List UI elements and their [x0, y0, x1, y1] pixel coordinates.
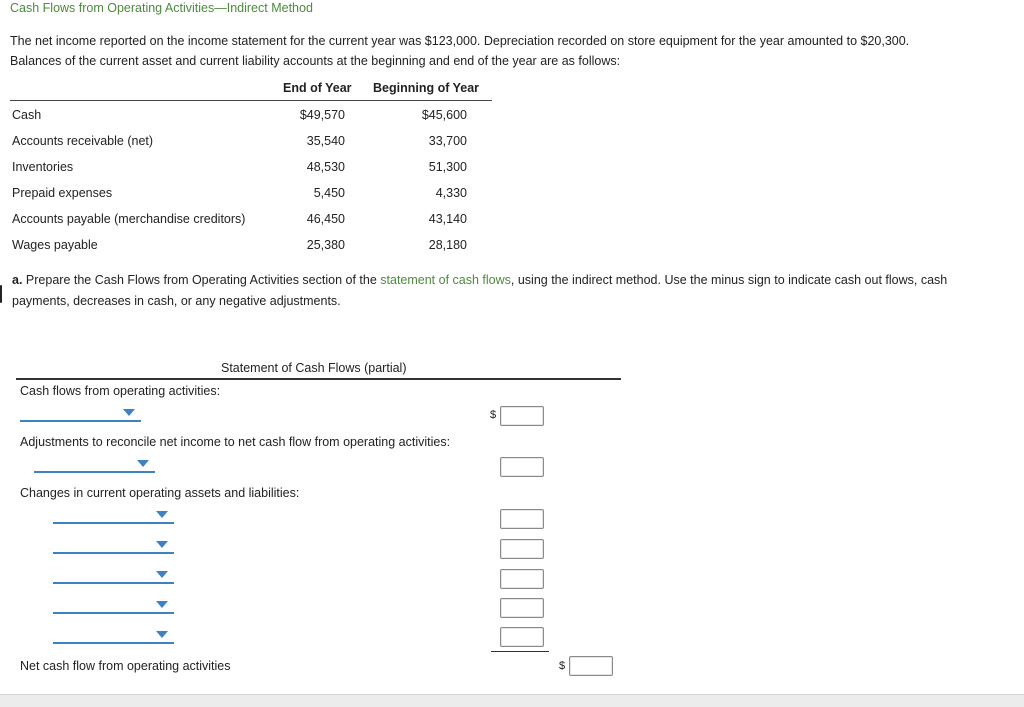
- cash-beginning-value: $45,600: [421, 108, 467, 122]
- row-label-accounts-payable: Accounts payable (merchandise creditors): [12, 212, 246, 226]
- statement-of-cash-flows-link[interactable]: statement of cash flows: [380, 273, 511, 287]
- question-marker: [0, 285, 2, 303]
- question-prefix: a.: [12, 273, 23, 287]
- problem-intro: [10, 31, 1010, 71]
- change-dropdown-4[interactable]: [53, 598, 174, 614]
- chevron-down-icon: [156, 571, 168, 578]
- change-amount-input-4[interactable]: [500, 598, 544, 618]
- wages-payable-beginning-value: 28,180: [428, 238, 467, 252]
- operating-activities-label: Cash flows from operating activities:: [20, 384, 221, 398]
- statement-title-rule: [16, 378, 621, 380]
- changes-label: Changes in current operating assets and liabilities:: [20, 486, 300, 500]
- chevron-down-icon: [137, 460, 149, 467]
- net-cash-flow-label: Net cash flow from operating activities: [20, 659, 231, 673]
- inventories-beginning-value: 51,300: [428, 160, 467, 174]
- net-cash-flow-input[interactable]: [569, 656, 613, 676]
- horizontal-scrollbar[interactable]: [0, 694, 1024, 707]
- intro-line-1: The net income reported on the income statement for the current year was $123,000. Depreciation recorded on store equipment for the year amounted to $20,300.: [10, 34, 910, 48]
- dollar-sign: $: [490, 409, 497, 421]
- column-header-beginning-of-year: Beginning of Year: [373, 81, 480, 95]
- adjustment-dropdown[interactable]: [34, 457, 155, 473]
- row-label-cash: Cash: [12, 108, 42, 122]
- prepaid-expenses-end-value: 5,450: [313, 186, 345, 200]
- question-text-continued: , using the indirect method. Use the minus sign to indicate cash out flows, cash: [510, 273, 948, 287]
- accounts-receivable-end-value: 35,540: [306, 134, 345, 148]
- question-text-line-2: payments, decreases in cash, or any negative adjustments.: [12, 294, 341, 308]
- intro-line-2: Balances of the current asset and current liability accounts at the beginning and end of the year are as follows:: [10, 54, 621, 68]
- accounts-receivable-beginning-value: 33,700: [428, 134, 467, 148]
- accounts-payable-beginning-value: 43,140: [428, 212, 467, 226]
- change-dropdown-5[interactable]: [53, 628, 174, 644]
- chevron-down-icon: [156, 601, 168, 608]
- change-amount-input-3[interactable]: [500, 569, 544, 589]
- statement-title: Statement of Cash Flows (partial): [221, 361, 407, 375]
- change-amount-input-1[interactable]: [500, 509, 544, 529]
- row-label-prepaid-expenses: Prepaid expenses: [12, 186, 113, 200]
- row-label-wages-payable: Wages payable: [12, 238, 98, 252]
- inventories-end-value: 48,530: [306, 160, 345, 174]
- adjustments-label: Adjustments to reconcile net income to net cash flow from operating activities:: [20, 435, 451, 449]
- question-a: [12, 270, 1017, 312]
- row-label-inventories: Inventories: [12, 160, 74, 174]
- change-dropdown-3[interactable]: [53, 568, 174, 584]
- change-amount-input-2[interactable]: [500, 539, 544, 559]
- chevron-down-icon: [156, 541, 168, 548]
- table-header-rule: [10, 100, 492, 101]
- change-amount-input-5[interactable]: [500, 627, 544, 647]
- chevron-down-icon: [156, 511, 168, 518]
- cash-end-value: $49,570: [299, 108, 345, 122]
- prepaid-expenses-beginning-value: 4,330: [435, 186, 467, 200]
- chevron-down-icon: [156, 631, 168, 638]
- change-dropdown-1[interactable]: [53, 508, 174, 524]
- wages-payable-end-value: 25,380: [306, 238, 345, 252]
- accounts-payable-end-value: 46,450: [306, 212, 345, 226]
- question-text: Prepare the Cash Flows from Operating Activities section of the: [25, 273, 377, 287]
- subtotal-rule: [491, 651, 549, 652]
- adjustment-amount-input[interactable]: [500, 457, 544, 477]
- chevron-down-icon: [123, 409, 135, 416]
- page-title: Cash Flows from Operating Activities—Indirect Method: [10, 1, 313, 15]
- net-income-amount-input[interactable]: [500, 406, 544, 426]
- net-income-dropdown[interactable]: [20, 406, 141, 422]
- dollar-sign: $: [559, 660, 566, 672]
- change-dropdown-2[interactable]: [53, 538, 174, 554]
- column-header-end-of-year: End of Year: [283, 81, 352, 95]
- row-label-accounts-receivable: Accounts receivable (net): [12, 134, 154, 148]
